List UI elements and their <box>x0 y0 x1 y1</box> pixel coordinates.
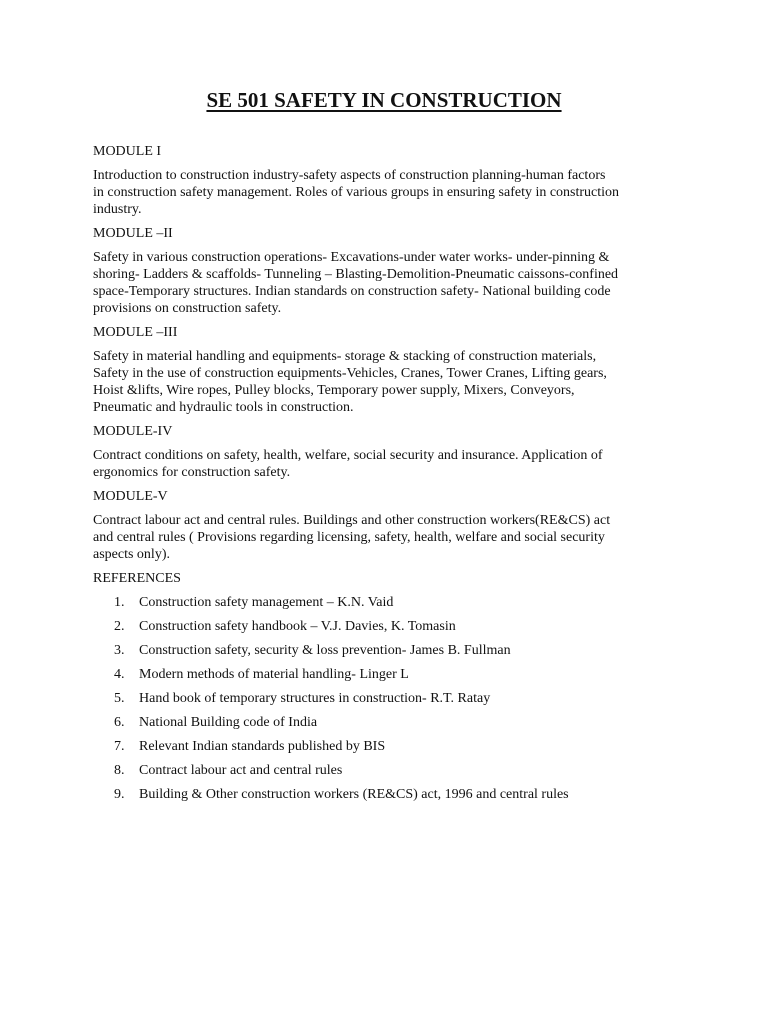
text-line: Contract conditions on safety, health, welfare, social security and insurance. Application of <box>93 448 603 463</box>
module-heading: MODULE I <box>93 144 162 159</box>
reference-text: Construction safety handbook – V.J. Davies, K. Tomasin <box>139 619 456 634</box>
text-line: Pneumatic and hydraulic tools in construction. <box>93 400 354 415</box>
module-description <box>93 249 683 317</box>
document-title: SE 501 SAFETY IN CONSTRUCTION <box>206 88 562 112</box>
reference-text: Modern methods of material handling- Linger L <box>139 667 409 682</box>
module-description <box>93 512 683 563</box>
reference-number: 2. <box>114 619 125 634</box>
reference-item <box>93 786 683 803</box>
reference-number: 7. <box>114 739 125 754</box>
module-heading: MODULE-IV <box>93 424 173 439</box>
module-description <box>93 447 683 481</box>
text-line: space-Temporary structures. Indian standards on construction safety- National building code <box>93 284 611 299</box>
reference-text: Relevant Indian standards published by BIS <box>139 739 386 754</box>
text-line: Contract labour act and central rules. Buildings and other construction workers(RE&CS) act <box>93 513 611 528</box>
reference-number: 4. <box>114 667 125 682</box>
reference-text: Construction safety, security & loss prevention- James B. Fullman <box>139 643 511 658</box>
reference-text: Hand book of temporary structures in construction- R.T. Ratay <box>139 691 491 706</box>
reference-number: 5. <box>114 691 125 706</box>
text-line: Hoist &lifts, Wire ropes, Pulley blocks, Temporary power supply, Mixers, Conveyors, <box>93 383 575 398</box>
text-line: Safety in material handling and equipments- storage & stacking of construction materials, <box>93 349 597 364</box>
module-section <box>93 488 683 563</box>
module-section <box>93 143 683 218</box>
reference-text: Building & Other construction workers (RE&CS) act, 1996 and central rules <box>139 787 569 802</box>
module-section <box>93 423 683 481</box>
text-line: and central rules ( Provisions regarding licensing, safety, health, welfare and social security <box>93 530 605 545</box>
reference-item <box>93 690 683 707</box>
module-heading: MODULE –III <box>93 325 178 340</box>
reference-item <box>93 666 683 683</box>
reference-text: National Building code of India <box>139 715 318 730</box>
document-body <box>93 143 683 810</box>
reference-number: 9. <box>114 787 125 802</box>
text-line: ergonomics for construction safety. <box>93 465 291 480</box>
reference-item <box>93 762 683 779</box>
reference-item <box>93 738 683 755</box>
reference-number: 3. <box>114 643 125 658</box>
module-description <box>93 348 683 416</box>
references-list <box>93 594 683 803</box>
module-heading: MODULE –II <box>93 226 173 241</box>
reference-number: 6. <box>114 715 125 730</box>
reference-item <box>93 714 683 731</box>
reference-number: 8. <box>114 763 125 778</box>
reference-text: Contract labour act and central rules <box>139 763 343 778</box>
text-line: provisions on construction safety. <box>93 301 282 316</box>
text-line: Introduction to construction industry-safety aspects of construction planning-human factors <box>93 168 606 183</box>
text-line: in construction safety management. Roles of various groups in ensuring safety in construction <box>93 185 620 200</box>
references-section <box>93 570 683 803</box>
module-heading: MODULE-V <box>93 489 168 504</box>
text-line: aspects only). <box>93 547 170 562</box>
text-line: shoring- Ladders & scaffolds- Tunneling – Blasting-Demolition-Pneumatic caissons-confined <box>93 267 619 282</box>
reference-number: 1. <box>114 595 125 610</box>
reference-text: Construction safety management – K.N. Vaid <box>139 595 394 610</box>
references-heading: REFERENCES <box>93 571 181 586</box>
module-section <box>93 324 683 416</box>
text-line: industry. <box>93 202 142 217</box>
text-line: Safety in the use of construction equipments-Vehicles, Cranes, Tower Cranes, Lifting gears, <box>93 366 607 381</box>
text-line: Safety in various construction operations- Excavations-under water works- under-pinning & <box>93 250 610 265</box>
module-section <box>93 225 683 317</box>
reference-item <box>93 594 683 611</box>
module-description <box>93 167 683 218</box>
reference-item <box>93 618 683 635</box>
reference-item <box>93 642 683 659</box>
